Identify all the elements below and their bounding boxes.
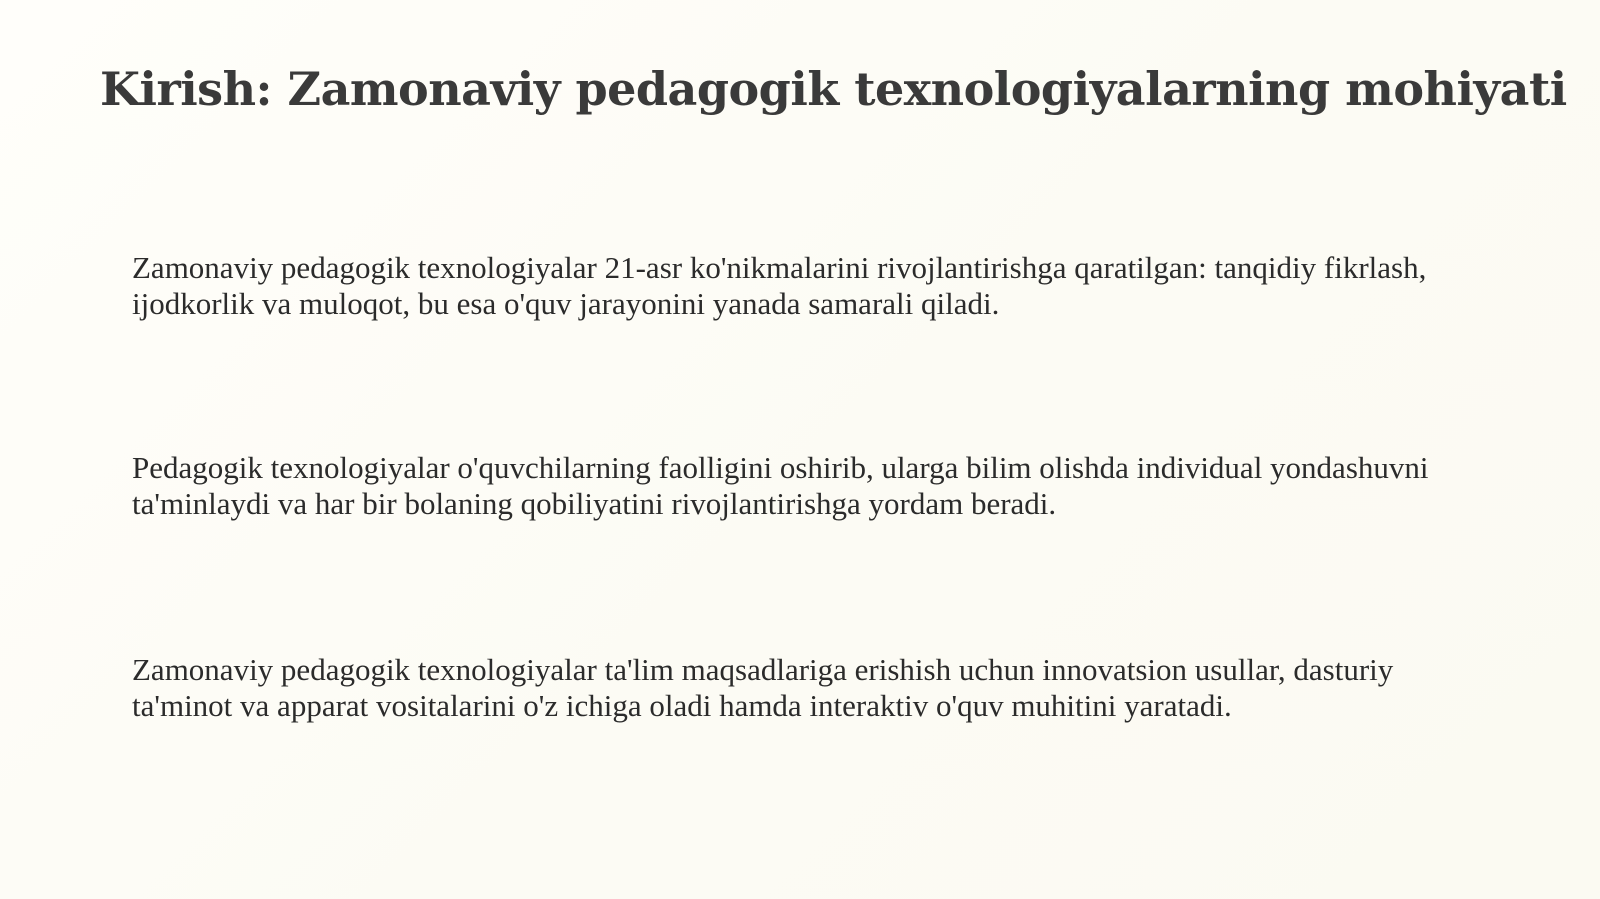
- paragraph-2: Pedagogik texnologiyalar o'quvchilarning faolligini oshirib, ularga bilim olishda individual yondashuvni ta'minlaydi va har bir bolaning qobiliyatini rivojlantirishga yordam beradi.: [132, 450, 1429, 521]
- paragraph-1: Zamonaviy pedagogik texnologiyalar 21-asr ko'nikmalarini rivojlantirishga qaratilgan: tanqidiy fikrlash, ijodkorlik va muloqot, bu esa o'quv jarayonini yanada samarali qiladi.: [132, 250, 1427, 321]
- paragraph-3: Zamonaviy pedagogik texnologiyalar ta'lim maqsadlariga erishish uchun innovatsion usullar, dasturiy ta'minot va apparat vositalarini o'z ichiga oladi hamda interaktiv o'quv muhitini yaratadi.: [132, 652, 1394, 723]
- slide-title: Kirish: Zamonaviy pedagogik texnologiyalarning mohiyati: [100, 62, 1567, 116]
